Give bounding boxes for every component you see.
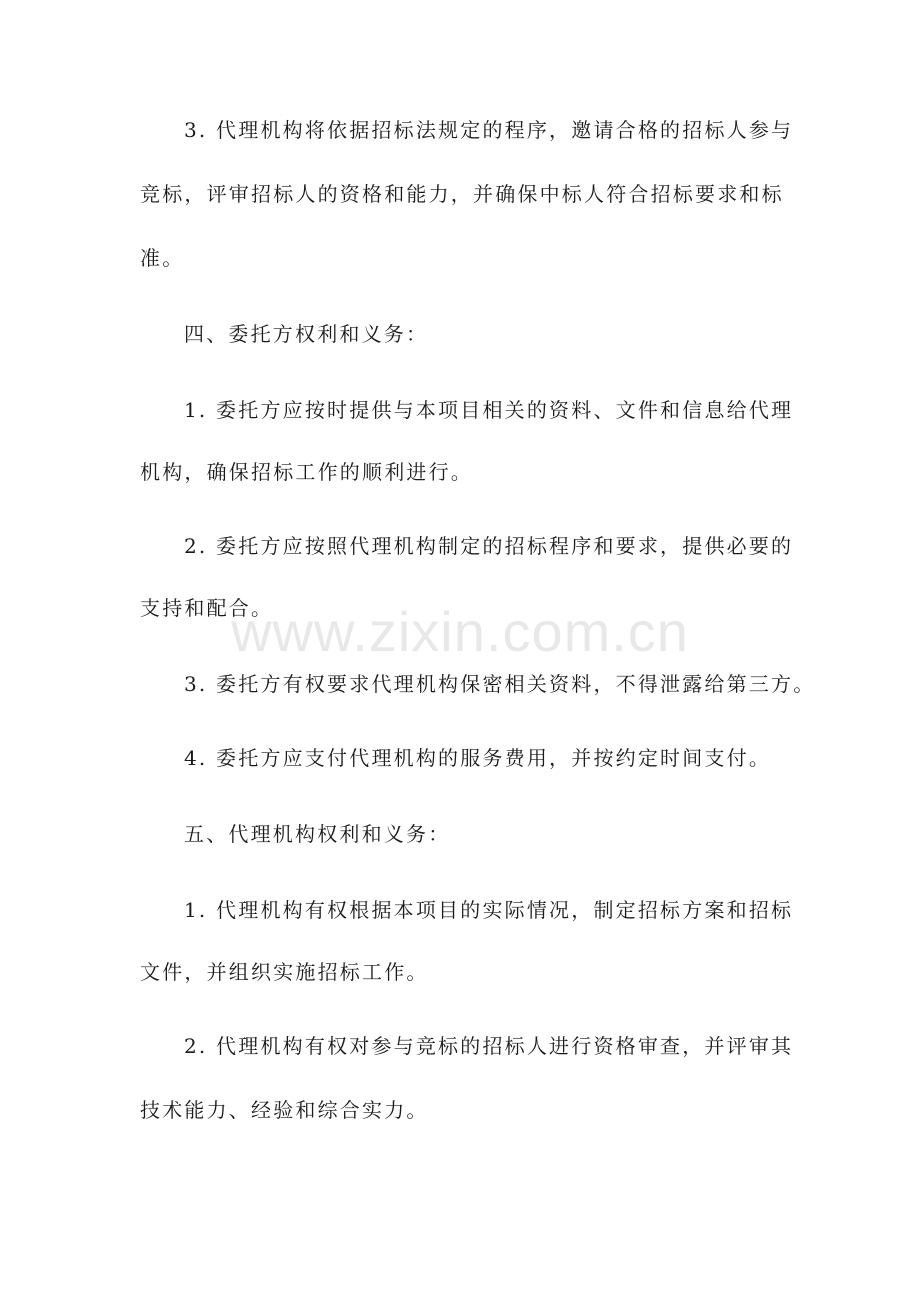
watermark: www.zixin.com.cn bbox=[231, 600, 689, 663]
paragraph-line: 2. 委托方应按照代理机构制定的招标程序和要求，提供必要的 bbox=[184, 534, 794, 558]
paragraph-line: 4. 委托方应支付代理机构的服务费用，并按约定时间支付。 bbox=[184, 746, 772, 770]
paragraph-line: 支持和配合。 bbox=[140, 596, 274, 620]
paragraph-line: 3. 委托方有权要求代理机构保密相关资料，不得泄露给第三方。 bbox=[184, 672, 816, 696]
section-heading: 五、代理机构权利和义务： bbox=[184, 822, 451, 846]
paragraph-line: 准。 bbox=[140, 246, 185, 270]
section-heading: 四、委托方权利和义务： bbox=[184, 322, 429, 346]
paragraph-line: 1. 代理机构有权根据本项目的实际情况，制定招标方案和招标 bbox=[184, 898, 794, 922]
paragraph-line: 3. 代理机构将依据招标法规定的程序，邀请合格的招标人参与 bbox=[184, 118, 794, 142]
paragraph-line: 技术能力、经验和综合实力。 bbox=[140, 1098, 429, 1122]
paragraph-line: 文件，并组织实施招标工作。 bbox=[140, 960, 429, 984]
paragraph-line: 1. 委托方应按时提供与本项目相关的资料、文件和信息给代理 bbox=[184, 398, 794, 422]
paragraph-line: 竞标，评审招标人的资格和能力，并确保中标人符合招标要求和标 bbox=[140, 182, 784, 206]
paragraph-line: 2. 代理机构有权对参与竞标的招标人进行资格审查，并评审其 bbox=[184, 1034, 794, 1058]
paragraph-line: 机构，确保招标工作的顺利进行。 bbox=[140, 460, 473, 484]
